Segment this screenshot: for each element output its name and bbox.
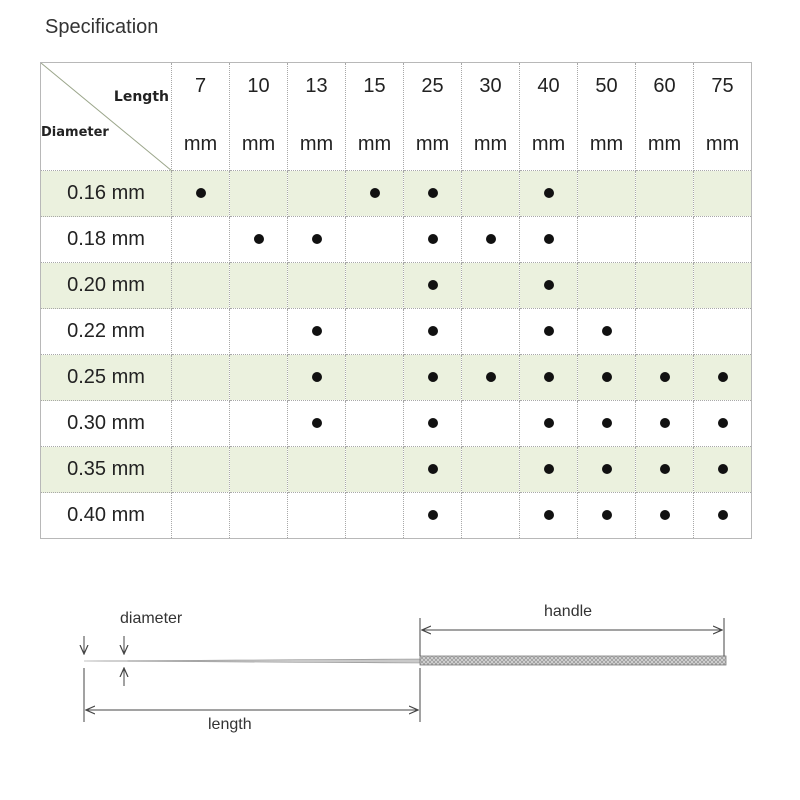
availability-cell xyxy=(694,309,752,355)
length-unit: mm xyxy=(531,133,566,155)
table-corner-cell xyxy=(41,63,172,171)
length-label: length xyxy=(208,716,252,733)
available-dot-icon xyxy=(312,326,322,336)
availability-cell xyxy=(288,171,346,217)
availability-cell xyxy=(694,355,752,401)
available-dot-icon xyxy=(312,234,322,244)
diameter-axis-label: Diameter xyxy=(41,125,109,140)
available-dot-icon xyxy=(660,418,670,428)
length-unit: mm xyxy=(241,133,276,155)
availability-cell xyxy=(520,401,578,447)
length-header-25 xyxy=(404,63,462,171)
availability-cell xyxy=(578,171,636,217)
availability-cell xyxy=(346,401,404,447)
availability-cell xyxy=(230,309,288,355)
table-row xyxy=(41,447,752,493)
availability-cell xyxy=(694,401,752,447)
availability-cell xyxy=(520,309,578,355)
table-row xyxy=(41,309,752,355)
length-value: 10 xyxy=(247,75,270,97)
table-body xyxy=(41,171,752,539)
length-unit: mm xyxy=(299,133,334,155)
length-unit: mm xyxy=(357,133,392,155)
availability-cell xyxy=(404,171,462,217)
availability-cell xyxy=(462,263,520,309)
length-unit: mm xyxy=(473,133,508,155)
availability-cell xyxy=(346,447,404,493)
availability-cell xyxy=(694,263,752,309)
table-row xyxy=(41,263,752,309)
availability-cell xyxy=(636,263,694,309)
table-row xyxy=(41,493,752,539)
availability-cell xyxy=(172,309,230,355)
availability-cell xyxy=(404,401,462,447)
availability-cell xyxy=(346,355,404,401)
length-header-75 xyxy=(694,63,752,171)
handle-label: handle xyxy=(544,603,593,620)
availability-cell xyxy=(172,401,230,447)
available-dot-icon xyxy=(428,372,438,382)
length-unit: mm xyxy=(647,133,682,155)
availability-cell xyxy=(462,309,520,355)
availability-cell xyxy=(346,171,404,217)
available-dot-icon xyxy=(544,418,554,428)
available-dot-icon xyxy=(602,464,612,474)
availability-cell xyxy=(462,217,520,263)
available-dot-icon xyxy=(196,188,206,198)
availability-cell xyxy=(520,355,578,401)
available-dot-icon xyxy=(718,418,728,428)
length-value: 40 xyxy=(537,75,560,97)
availability-cell xyxy=(230,493,288,539)
availability-cell xyxy=(404,493,462,539)
length-header-40 xyxy=(520,63,578,171)
available-dot-icon xyxy=(660,372,670,382)
availability-cell xyxy=(172,355,230,401)
availability-cell xyxy=(346,309,404,355)
availability-cell xyxy=(288,493,346,539)
availability-cell xyxy=(288,447,346,493)
available-dot-icon xyxy=(428,234,438,244)
availability-cell xyxy=(230,355,288,401)
available-dot-icon xyxy=(370,188,380,198)
available-dot-icon xyxy=(660,464,670,474)
available-dot-icon xyxy=(486,372,496,382)
availability-cell xyxy=(636,171,694,217)
available-dot-icon xyxy=(254,234,264,244)
availability-cell xyxy=(404,263,462,309)
availability-cell xyxy=(578,447,636,493)
diameter-cell: 0.30 mm xyxy=(41,401,172,447)
available-dot-icon xyxy=(428,464,438,474)
availability-cell xyxy=(636,309,694,355)
availability-cell xyxy=(288,263,346,309)
available-dot-icon xyxy=(428,418,438,428)
availability-cell xyxy=(694,171,752,217)
available-dot-icon xyxy=(312,418,322,428)
availability-cell xyxy=(636,355,694,401)
available-dot-icon xyxy=(718,372,728,382)
table-row xyxy=(41,171,752,217)
availability-cell xyxy=(288,355,346,401)
diameter-label: diameter xyxy=(120,610,183,627)
availability-cell xyxy=(578,217,636,263)
length-header-30 xyxy=(462,63,520,171)
length-header-13 xyxy=(288,63,346,171)
length-value: 60 xyxy=(653,75,676,97)
available-dot-icon xyxy=(718,464,728,474)
available-dot-icon xyxy=(544,234,554,244)
diameter-cell: 0.40 mm xyxy=(41,493,172,539)
availability-cell xyxy=(404,355,462,401)
available-dot-icon xyxy=(428,326,438,336)
availability-cell xyxy=(520,493,578,539)
availability-cell xyxy=(404,309,462,355)
table-row xyxy=(41,401,752,447)
length-value: 15 xyxy=(363,75,386,97)
length-unit: mm xyxy=(183,133,218,155)
availability-cell xyxy=(462,493,520,539)
availability-cell xyxy=(230,401,288,447)
table-header-row xyxy=(41,63,752,171)
availability-cell xyxy=(578,309,636,355)
availability-cell xyxy=(462,171,520,217)
available-dot-icon xyxy=(602,418,612,428)
availability-cell xyxy=(636,401,694,447)
page-title: Specification xyxy=(45,16,159,38)
corner-diagonal-icon xyxy=(41,63,172,171)
availability-cell xyxy=(520,447,578,493)
length-unit: mm xyxy=(415,133,450,155)
availability-cell xyxy=(172,171,230,217)
availability-cell xyxy=(462,447,520,493)
diameter-cell: 0.35 mm xyxy=(41,447,172,493)
length-dimension xyxy=(84,668,420,722)
availability-cell xyxy=(578,401,636,447)
available-dot-icon xyxy=(428,188,438,198)
availability-cell xyxy=(288,217,346,263)
available-dot-icon xyxy=(486,234,496,244)
availability-cell xyxy=(694,493,752,539)
length-value: 13 xyxy=(305,75,328,97)
availability-cell xyxy=(404,217,462,263)
needle-handle xyxy=(420,656,726,665)
available-dot-icon xyxy=(544,188,554,198)
length-header-7 xyxy=(172,63,230,171)
availability-cell xyxy=(288,309,346,355)
available-dot-icon xyxy=(544,326,554,336)
available-dot-icon xyxy=(660,510,670,520)
available-dot-icon xyxy=(602,510,612,520)
length-axis-label: Length xyxy=(113,89,169,105)
availability-cell xyxy=(346,493,404,539)
available-dot-icon xyxy=(544,464,554,474)
length-value: 50 xyxy=(595,75,618,97)
table-row xyxy=(41,217,752,263)
availability-cell xyxy=(230,217,288,263)
availability-cell xyxy=(578,355,636,401)
diameter-cell: 0.18 mm xyxy=(41,217,172,263)
availability-cell xyxy=(694,217,752,263)
length-header-15 xyxy=(346,63,404,171)
available-dot-icon xyxy=(428,510,438,520)
diameter-cell: 0.16 mm xyxy=(41,171,172,217)
availability-cell xyxy=(172,217,230,263)
availability-cell xyxy=(520,217,578,263)
length-unit: mm xyxy=(589,133,624,155)
available-dot-icon xyxy=(544,510,554,520)
length-header-10 xyxy=(230,63,288,171)
available-dot-icon xyxy=(602,372,612,382)
handle-dimension xyxy=(420,618,724,656)
length-header-50 xyxy=(578,63,636,171)
length-unit: mm xyxy=(705,133,740,155)
availability-cell xyxy=(288,401,346,447)
available-dot-icon xyxy=(428,280,438,290)
available-dot-icon xyxy=(718,510,728,520)
table-row xyxy=(41,355,752,401)
availability-cell xyxy=(578,263,636,309)
availability-cell xyxy=(230,263,288,309)
length-value: 30 xyxy=(479,75,502,97)
availability-cell xyxy=(462,401,520,447)
diameter-cell: 0.22 mm xyxy=(41,309,172,355)
available-dot-icon xyxy=(544,280,554,290)
availability-cell xyxy=(636,493,694,539)
length-value: 25 xyxy=(421,75,444,97)
length-value: 75 xyxy=(711,75,734,97)
availability-cell xyxy=(462,355,520,401)
availability-cell xyxy=(694,447,752,493)
availability-cell xyxy=(404,447,462,493)
specification-table xyxy=(40,62,752,539)
availability-cell xyxy=(636,447,694,493)
availability-cell xyxy=(172,447,230,493)
length-header-60 xyxy=(636,63,694,171)
availability-cell xyxy=(346,263,404,309)
availability-cell xyxy=(520,263,578,309)
needle-shaft xyxy=(84,659,420,663)
available-dot-icon xyxy=(544,372,554,382)
availability-cell xyxy=(172,493,230,539)
availability-cell xyxy=(230,171,288,217)
available-dot-icon xyxy=(602,326,612,336)
availability-cell xyxy=(230,447,288,493)
availability-cell xyxy=(636,217,694,263)
availability-cell xyxy=(172,263,230,309)
length-value: 7 xyxy=(194,75,207,97)
available-dot-icon xyxy=(312,372,322,382)
availability-cell xyxy=(520,171,578,217)
availability-cell xyxy=(578,493,636,539)
diameter-cell: 0.20 mm xyxy=(41,263,172,309)
diameter-cell: 0.25 mm xyxy=(41,355,172,401)
availability-cell xyxy=(346,217,404,263)
